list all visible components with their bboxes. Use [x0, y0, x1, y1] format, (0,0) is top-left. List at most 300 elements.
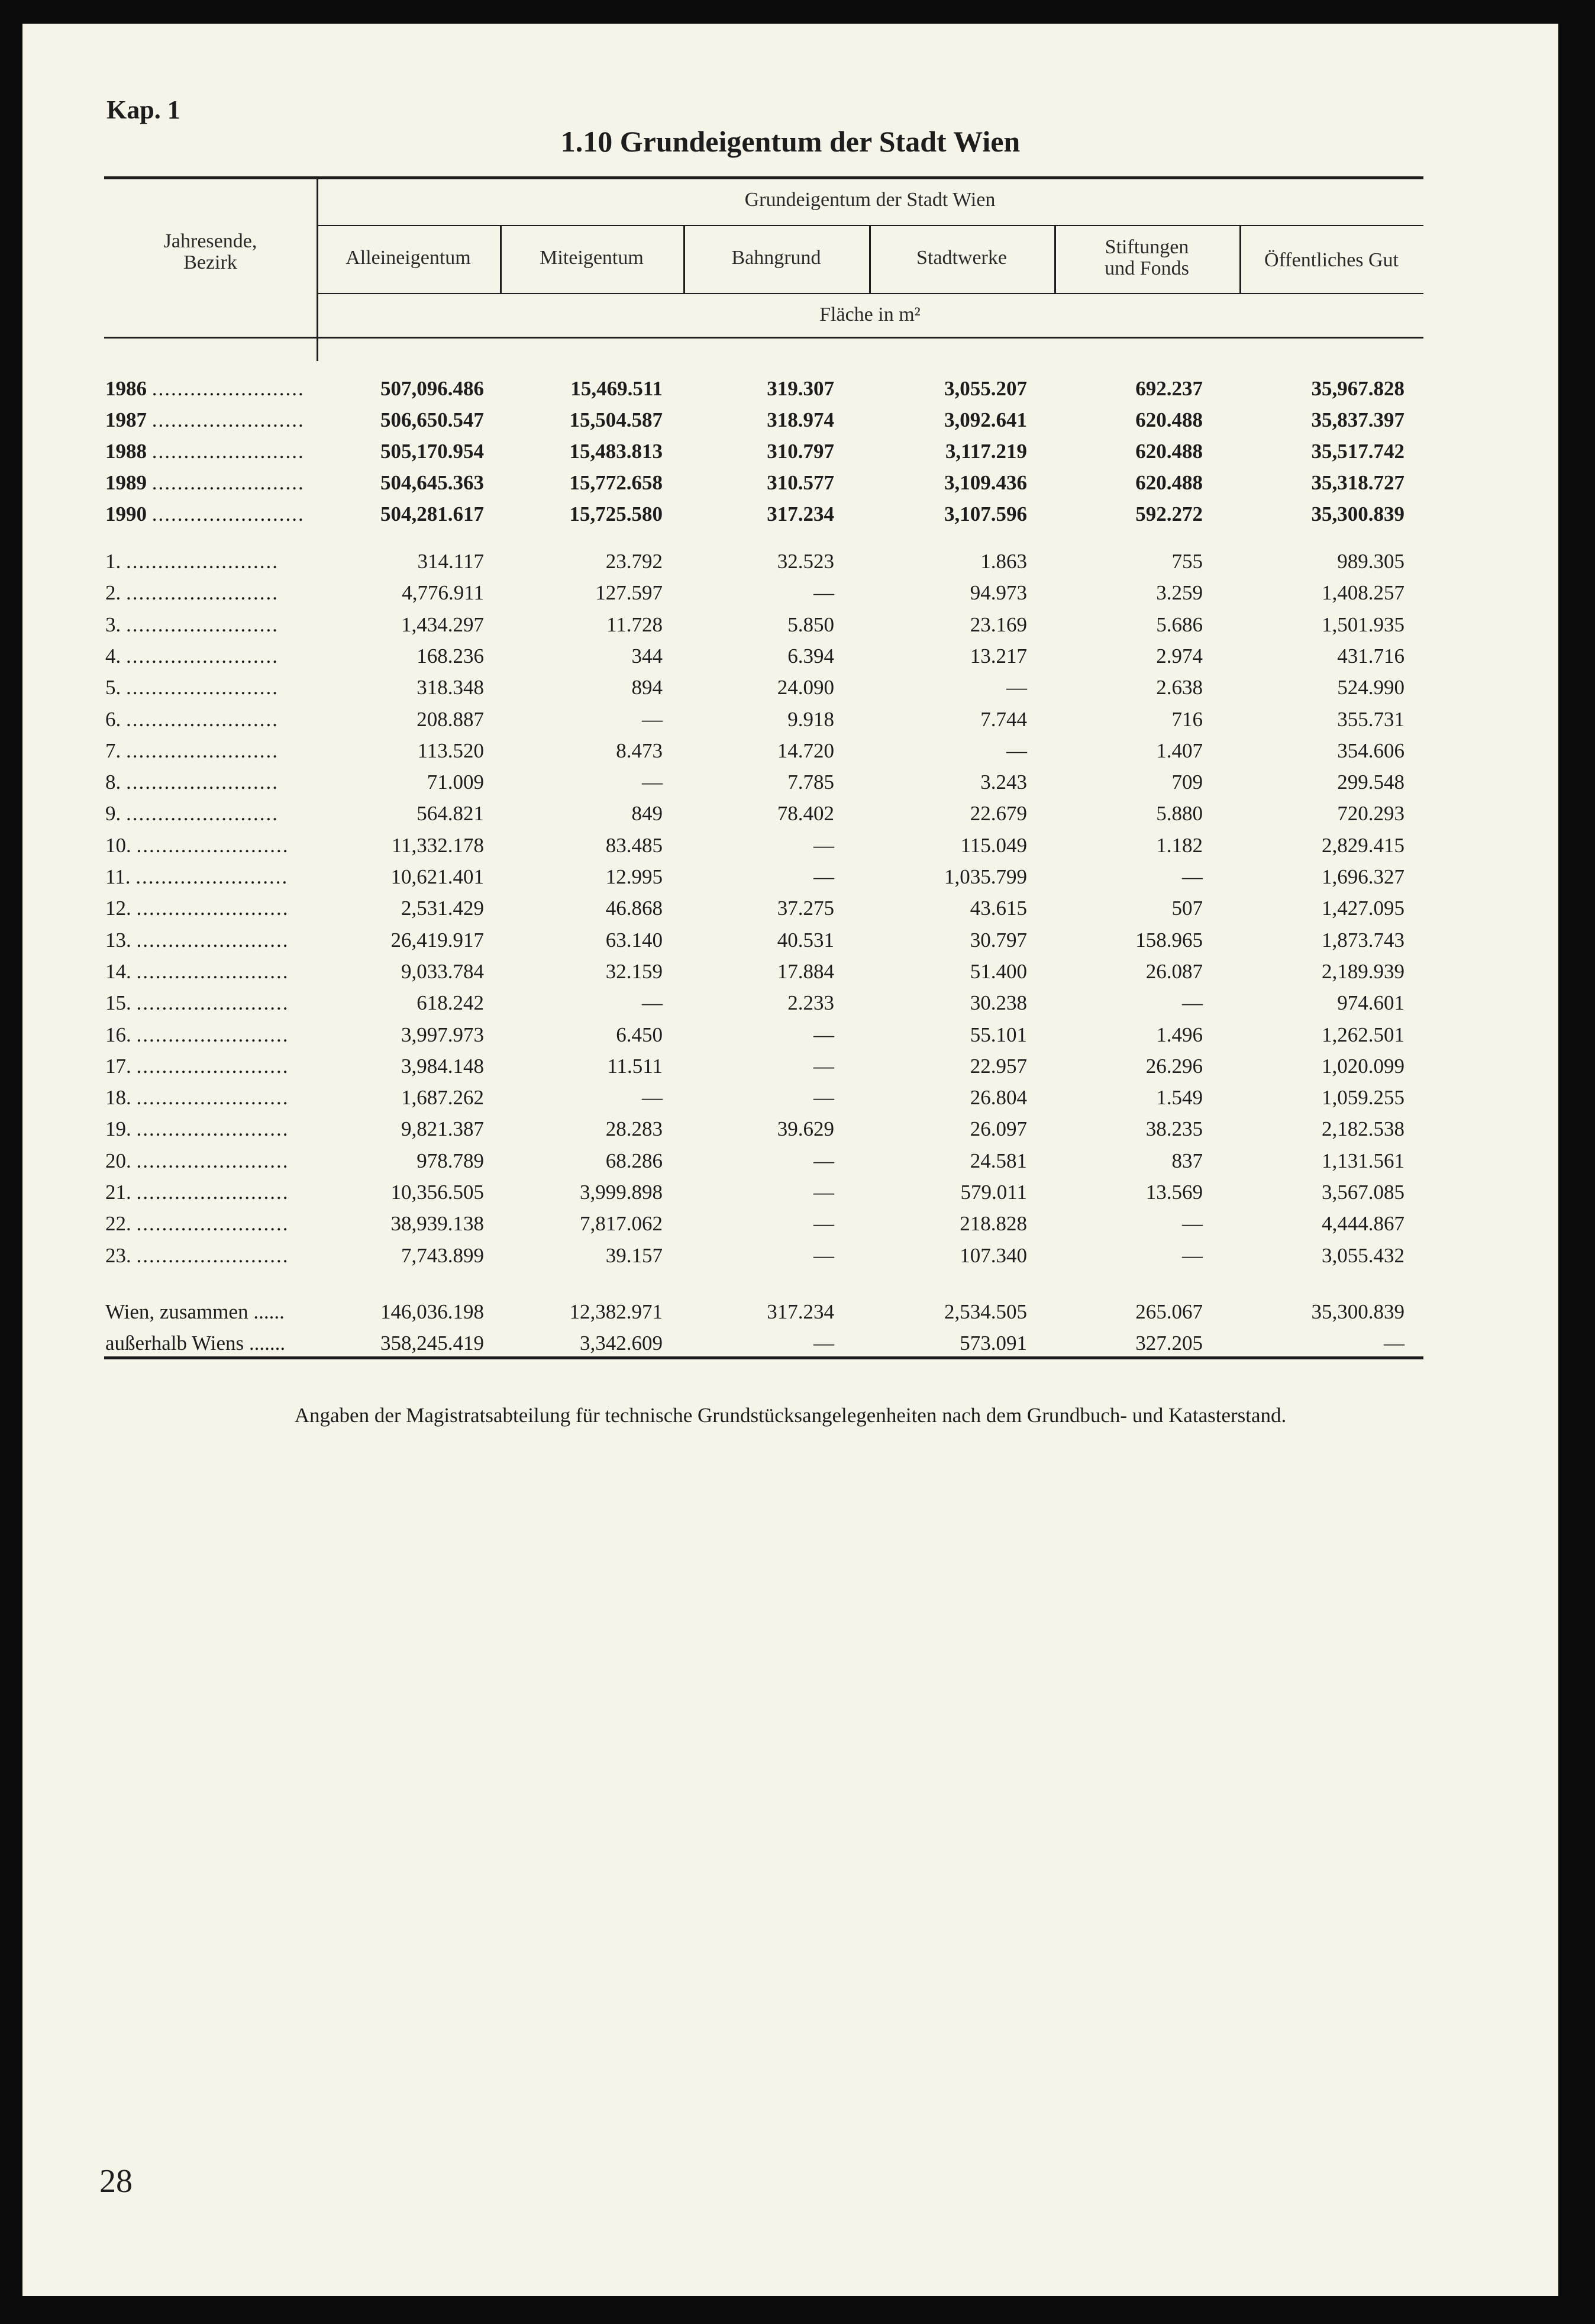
- table-cell: 709: [1171, 771, 1203, 794]
- table-cell: 849: [631, 802, 663, 826]
- row-label-header: Jahresende, Bezirk: [163, 230, 257, 273]
- table-cell: 8.473: [616, 739, 663, 762]
- table-cell: 24.090: [777, 676, 834, 700]
- row-label-text: 22.: [105, 1212, 131, 1236]
- table-cell: 355.731: [1337, 707, 1404, 731]
- table-cell: 40.531: [777, 928, 834, 952]
- row-label: [105, 1082, 342, 1113]
- table-cell: 978.789: [416, 1149, 484, 1172]
- table-cell: 37.275: [777, 897, 834, 920]
- row-label: [105, 373, 342, 404]
- table-row: [22, 577, 1558, 608]
- leader-dots: ........................: [151, 440, 305, 463]
- table-cell: 26,419.917: [390, 928, 484, 952]
- leader-dots: ........................: [136, 959, 289, 983]
- table-row: [22, 1176, 1558, 1208]
- table-cell: —: [642, 771, 663, 794]
- leader-dots: ........................: [136, 991, 289, 1015]
- table-cell: —: [813, 1086, 834, 1110]
- leader-dots: ........................: [151, 377, 305, 400]
- row-label-text: außerhalb Wiens .......: [105, 1332, 286, 1355]
- table-cell: 14.720: [777, 739, 834, 762]
- row-label-text: 9.: [105, 802, 121, 826]
- row-label-text: 11.: [105, 865, 131, 888]
- table-cell: 68.286: [605, 1149, 663, 1172]
- table-cell: —: [813, 1181, 834, 1204]
- table-cell: 22.679: [970, 802, 1027, 826]
- table-row: [22, 546, 1558, 577]
- row-label-text: 21.: [105, 1181, 131, 1204]
- table-row: [22, 498, 1558, 530]
- leader-dots: ........................: [136, 1054, 289, 1078]
- row-label: [105, 1050, 342, 1082]
- table-cell: 208.887: [416, 707, 484, 731]
- table-cell: 1,696.327: [1322, 865, 1404, 888]
- row-label-text: 3.: [105, 613, 121, 636]
- row-label: [105, 987, 342, 1018]
- leader-dots: ........................: [136, 1117, 289, 1141]
- table-cell: —: [813, 1149, 834, 1172]
- table-cell: 2,531.429: [401, 897, 484, 920]
- row-label: [105, 404, 342, 436]
- table-cell: 620.488: [1135, 408, 1203, 431]
- column-header-alleineigentum: Alleineigentum: [346, 247, 471, 269]
- table-cell: —: [1006, 676, 1027, 700]
- table-cell: 39.157: [605, 1243, 663, 1267]
- table-row: [22, 640, 1558, 672]
- table-cell: 15,483.813: [569, 440, 663, 463]
- table-cell: 592.272: [1135, 502, 1203, 526]
- row-label-text: 6.: [105, 707, 121, 731]
- column-header-stadtwerke: Stadtwerke: [916, 247, 1007, 269]
- row-label: [105, 672, 342, 703]
- row-label: [105, 892, 342, 924]
- leader-dots: ........................: [126, 739, 279, 762]
- table-cell: 5.880: [1156, 802, 1203, 826]
- row-label: [105, 467, 342, 498]
- column-header-oeffentliches-gut: Öffentliches Gut: [1264, 249, 1399, 271]
- row-label-text: 20.: [105, 1149, 131, 1172]
- row-label: [105, 1145, 342, 1176]
- table-cell: 35,318.727: [1311, 471, 1404, 494]
- table-cell: 354.606: [1337, 739, 1404, 762]
- leader-dots: ........................: [136, 1181, 289, 1204]
- table-cell: 107.340: [960, 1243, 1027, 1267]
- table-cell: 837: [1171, 1149, 1203, 1172]
- row-label-text: 17.: [105, 1054, 131, 1078]
- table-cell: 30.797: [970, 928, 1027, 952]
- table-cell: 3,999.898: [580, 1181, 663, 1204]
- table-cell: 115.049: [960, 833, 1027, 857]
- table-cell: 358,245.419: [380, 1332, 484, 1355]
- document-page: [22, 24, 1558, 2296]
- table-top-rule: [104, 176, 1423, 179]
- table-row: [22, 1240, 1558, 1271]
- row-label: [105, 830, 342, 861]
- row-label-text: 1.: [105, 550, 121, 573]
- table-cell: 168.236: [416, 644, 484, 668]
- table-row: [22, 766, 1558, 798]
- footnote: Angaben der Magistratsabteilung für technische Grundstücksangelegenheiten nach dem Grundbuch- und Katasterstand.: [294, 1404, 1287, 1427]
- table-cell: 319.307: [767, 377, 834, 400]
- leader-dots: ........................: [126, 707, 279, 731]
- table-row: [22, 1113, 1558, 1145]
- table-cell: 55.101: [970, 1023, 1027, 1046]
- table-cell: 1,427.095: [1322, 897, 1404, 920]
- unit-label: Fläche in m²: [819, 304, 921, 325]
- row-label-text: 18.: [105, 1086, 131, 1110]
- table-cell: 7,743.899: [401, 1243, 484, 1267]
- row-label: [105, 798, 342, 829]
- row-label-text: 1988: [105, 440, 147, 463]
- table-cell: 507,096.486: [380, 377, 484, 400]
- table-cell: 894: [631, 676, 663, 700]
- group-header: Grundeigentum der Stadt Wien: [744, 189, 996, 211]
- table-cell: —: [813, 1212, 834, 1236]
- table-cell: 1.407: [1156, 739, 1203, 762]
- table-cell: 7.785: [787, 771, 834, 794]
- table-cell: 32.159: [605, 959, 663, 983]
- table-cell: 26.804: [970, 1086, 1027, 1110]
- row-label: [105, 735, 342, 766]
- table-cell: 78.402: [777, 802, 834, 826]
- table-row: [22, 830, 1558, 861]
- row-label: [105, 436, 342, 467]
- unit-header: [317, 304, 1423, 325]
- row-label: [105, 609, 342, 640]
- table-cell: 35,837.397: [1311, 408, 1404, 431]
- table-cell: 13.569: [1145, 1181, 1203, 1204]
- leader-dots: ........................: [136, 928, 289, 952]
- table-cell: 22.957: [970, 1054, 1027, 1078]
- table-cell: 1,501.935: [1322, 613, 1404, 636]
- table-cell: 9,821.387: [401, 1117, 484, 1141]
- leader-dots: ........................: [126, 771, 279, 794]
- leader-dots: ........................: [151, 408, 305, 431]
- table-row: [22, 609, 1558, 640]
- table-cell: 39.629: [777, 1117, 834, 1141]
- table-cell: —: [813, 1023, 834, 1046]
- row-label-text: 1989: [105, 471, 147, 494]
- table-cell: 9.918: [787, 707, 834, 731]
- table-cell: 3,997.973: [401, 1023, 484, 1046]
- leader-dots: ........................: [126, 676, 279, 700]
- table-cell: 6.394: [787, 644, 834, 668]
- table-cell: 3,342.609: [580, 1332, 663, 1355]
- table-cell: 113.520: [417, 739, 484, 762]
- table-cell: 310.577: [767, 471, 834, 494]
- table-cell: 83.485: [605, 833, 663, 857]
- table-row: [22, 735, 1558, 766]
- row-label: [105, 1176, 342, 1208]
- table-cell: 15,725.580: [569, 502, 663, 526]
- table-row: [22, 467, 1558, 498]
- table-row: [22, 404, 1558, 436]
- table-cell: 618.242: [416, 991, 484, 1015]
- table-row: [22, 1050, 1558, 1082]
- row-label-text: Wien, zusammen ......: [105, 1300, 285, 1323]
- table-cell: —: [813, 1054, 834, 1078]
- row-label-text: 13.: [105, 928, 131, 952]
- row-label: [105, 766, 342, 798]
- table-row: [22, 861, 1558, 892]
- table-cell: 3,055.432: [1322, 1243, 1404, 1267]
- table-cell: 1.182: [1156, 833, 1203, 857]
- table-cell: 12,382.971: [569, 1300, 663, 1323]
- table-cell: 3,107.596: [944, 502, 1027, 526]
- row-label: [105, 1019, 342, 1050]
- table-cell: 26.087: [1145, 959, 1203, 983]
- leader-dots: ........................: [126, 550, 279, 573]
- table-cell: 1,687.262: [401, 1086, 484, 1110]
- leader-dots: ........................: [136, 833, 289, 857]
- row-label-text: 1987: [105, 408, 147, 431]
- table-cell: 7.744: [980, 707, 1027, 731]
- leader-dots: ........................: [136, 1243, 289, 1267]
- table-cell: —: [1182, 1243, 1203, 1267]
- table-cell: —: [1182, 865, 1203, 888]
- row-label: [105, 1296, 342, 1327]
- table-cell: 4,776.911: [402, 581, 484, 605]
- table-cell: 32.523: [777, 550, 834, 573]
- table-cell: 17.884: [777, 959, 834, 983]
- page-number: 28: [99, 2163, 133, 2200]
- table-cell: 35,967.828: [1311, 377, 1404, 400]
- table-cell: 3,117.219: [945, 440, 1027, 463]
- table-cell: —: [642, 1086, 663, 1110]
- table-cell: 1.549: [1156, 1086, 1203, 1110]
- table-cell: 327.205: [1135, 1332, 1203, 1355]
- table-cell: 1,035.799: [944, 865, 1027, 888]
- table-cell: 94.973: [970, 581, 1027, 605]
- row-label: [105, 956, 342, 987]
- table-cell: 2.974: [1156, 644, 1203, 668]
- table-cell: 1.863: [980, 550, 1027, 573]
- table-row: [22, 1019, 1558, 1050]
- table-row: [22, 987, 1558, 1018]
- row-label-text: 16.: [105, 1023, 131, 1046]
- table-cell: 2.233: [787, 991, 834, 1015]
- table-cell: 1,434.297: [401, 613, 484, 636]
- table-cell: 2,182.538: [1322, 1117, 1404, 1141]
- table-cell: 2,829.415: [1322, 833, 1404, 857]
- leader-dots: ........................: [136, 897, 289, 920]
- column-header-rule: [317, 293, 1423, 294]
- table-cell: 318.348: [416, 676, 484, 700]
- table-cell: 11.728: [606, 613, 663, 636]
- table-cell: 318.974: [767, 408, 834, 431]
- leader-dots: ........................: [136, 1086, 289, 1110]
- leader-dots: ........................: [151, 471, 305, 494]
- table-cell: 5.850: [787, 613, 834, 636]
- table-cell: 38.235: [1145, 1117, 1203, 1141]
- table-cell: —: [1384, 1332, 1404, 1355]
- table-cell: 579.011: [960, 1181, 1027, 1204]
- table-cell: 5.686: [1156, 613, 1203, 636]
- row-label-text: 15.: [105, 991, 131, 1015]
- table-cell: 620.488: [1135, 471, 1203, 494]
- table-cell: 1,059.255: [1322, 1086, 1404, 1110]
- row-label-text: 10.: [105, 833, 131, 857]
- table-cell: 2,189.939: [1322, 959, 1404, 983]
- row-label-text: 1990: [105, 502, 147, 526]
- table-cell: 524.990: [1337, 676, 1404, 700]
- table-cell: 310.797: [767, 440, 834, 463]
- column-header-miteigentum: Miteigentum: [540, 247, 644, 269]
- table-cell: —: [813, 581, 834, 605]
- row-label-text: 4.: [105, 644, 121, 668]
- table-cell: 6.450: [616, 1023, 663, 1046]
- column-header-stiftungen: Stiftungen und Fonds: [1105, 236, 1189, 279]
- table-cell: 24.581: [970, 1149, 1027, 1172]
- table-cell: 564.821: [416, 802, 484, 826]
- table-cell: 299.548: [1337, 771, 1404, 794]
- table-cell: 43.615: [970, 897, 1027, 920]
- leader-dots: ........................: [136, 1023, 289, 1046]
- table-cell: 507: [1171, 897, 1203, 920]
- table-cell: 7,817.062: [580, 1212, 663, 1236]
- table-cell: 505,170.954: [380, 440, 484, 463]
- row-label-text: 23.: [105, 1243, 131, 1267]
- table-cell: 158.965: [1135, 928, 1203, 952]
- table-cell: 15,504.587: [569, 408, 663, 431]
- table-cell: 35,300.839: [1311, 1300, 1404, 1323]
- table-cell: 265.067: [1135, 1300, 1203, 1323]
- table-cell: 506,650.547: [380, 408, 484, 431]
- row-label: [105, 546, 342, 577]
- table-cell: 344: [631, 644, 663, 668]
- row-label: [105, 704, 342, 735]
- row-label-text: 2.: [105, 581, 121, 605]
- table-cell: 620.488: [1135, 440, 1203, 463]
- row-label: [105, 498, 342, 530]
- table-cell: 317.234: [767, 1300, 834, 1323]
- table-cell: 9,033.784: [401, 959, 484, 983]
- table-row: [22, 956, 1558, 987]
- column-header-bahngrund: Bahngrund: [731, 247, 821, 269]
- row-label: [105, 861, 342, 892]
- leader-dots: ........................: [136, 1212, 289, 1236]
- table-cell: 1,131.561: [1322, 1149, 1404, 1172]
- table-cell: 23.169: [970, 613, 1027, 636]
- table-cell: —: [1182, 1212, 1203, 1236]
- table-cell: 504,645.363: [380, 471, 484, 494]
- row-label-text: 19.: [105, 1117, 131, 1141]
- chapter-label: Kap. 1: [106, 95, 180, 124]
- table-cell: —: [813, 865, 834, 888]
- table-cell: 218.828: [960, 1212, 1027, 1236]
- table-cell: —: [642, 991, 663, 1015]
- table-cell: —: [1006, 739, 1027, 762]
- table-cell: 317.234: [767, 502, 834, 526]
- table-row: [22, 892, 1558, 924]
- row-label-text: 12.: [105, 897, 131, 920]
- table-row: [22, 1296, 1558, 1327]
- table-title: 1.10 Grundeigentum der Stadt Wien: [560, 125, 1021, 158]
- table-cell: 314.117: [417, 550, 484, 573]
- table-cell: 3.259: [1156, 581, 1203, 605]
- table-cell: —: [642, 707, 663, 731]
- table-cell: 51.400: [970, 959, 1027, 983]
- leader-dots: ........................: [151, 502, 305, 526]
- table-cell: 1,020.099: [1322, 1054, 1404, 1078]
- table-cell: 15,469.511: [570, 377, 663, 400]
- table-cell: 989.305: [1337, 550, 1404, 573]
- table-row: [22, 672, 1558, 703]
- row-label: [105, 1327, 342, 1359]
- table-cell: 1,873.743: [1322, 928, 1404, 952]
- table-cell: 2.638: [1156, 676, 1203, 700]
- row-label: [105, 1208, 342, 1239]
- table-cell: 30.238: [970, 991, 1027, 1015]
- table-row: [22, 924, 1558, 956]
- table-cell: 35,300.839: [1311, 502, 1404, 526]
- table-row: [22, 1082, 1558, 1113]
- row-label-text: 5.: [105, 676, 121, 700]
- table-cell: 431.716: [1337, 644, 1404, 668]
- row-label-text: 1986: [105, 377, 147, 400]
- leader-dots: ........................: [126, 802, 279, 826]
- table-cell: 3,984.148: [401, 1054, 484, 1078]
- table-row: [22, 373, 1558, 404]
- table-cell: 1,408.257: [1322, 581, 1404, 605]
- table-cell: 755: [1171, 550, 1203, 573]
- table-cell: —: [813, 833, 834, 857]
- row-label: [105, 1113, 342, 1145]
- table-row: [22, 436, 1558, 467]
- table-cell: 4,444.867: [1322, 1212, 1404, 1236]
- table-cell: 26.296: [1145, 1054, 1203, 1078]
- table-cell: 504,281.617: [380, 502, 484, 526]
- table-cell: 3,109.436: [944, 471, 1027, 494]
- row-label: [105, 924, 342, 956]
- leader-dots: ........................: [136, 1149, 289, 1172]
- leader-dots: ........................: [126, 613, 279, 636]
- table-row: [22, 1208, 1558, 1239]
- table-cell: —: [813, 1243, 834, 1267]
- table-cell: 26.097: [970, 1117, 1027, 1141]
- table-cell: 13.217: [970, 644, 1027, 668]
- table-row: [22, 704, 1558, 735]
- table-row: [22, 1145, 1558, 1176]
- table-cell: 63.140: [605, 928, 663, 952]
- table-cell: 3.243: [980, 771, 1027, 794]
- table-row: [22, 798, 1558, 829]
- table-cell: —: [813, 1332, 834, 1355]
- table-cell: 23.792: [605, 550, 663, 573]
- table-cell: 1.496: [1156, 1023, 1203, 1046]
- row-label-text: 14.: [105, 959, 131, 983]
- table-cell: 573.091: [960, 1332, 1027, 1355]
- table-cell: 127.597: [595, 581, 663, 605]
- table-cell: 3,567.085: [1322, 1181, 1404, 1204]
- table-cell: 692.237: [1135, 377, 1203, 400]
- table-cell: 716: [1171, 707, 1203, 731]
- table-cell: 2,534.505: [944, 1300, 1027, 1323]
- table-cell: 3,055.207: [944, 377, 1027, 400]
- table-cell: 15,772.658: [569, 471, 663, 494]
- table-cell: 10,621.401: [390, 865, 484, 888]
- table-cell: 720.293: [1337, 802, 1404, 826]
- table-cell: 38,939.138: [390, 1212, 484, 1236]
- leader-dots: ........................: [126, 581, 279, 605]
- table-cell: 28.283: [605, 1117, 663, 1141]
- table-cell: 11.511: [607, 1054, 663, 1078]
- leader-dots: ........................: [135, 865, 289, 888]
- table-cell: 146,036.198: [380, 1300, 484, 1323]
- table-cell: 46.868: [605, 897, 663, 920]
- row-label-text: 8.: [105, 771, 121, 794]
